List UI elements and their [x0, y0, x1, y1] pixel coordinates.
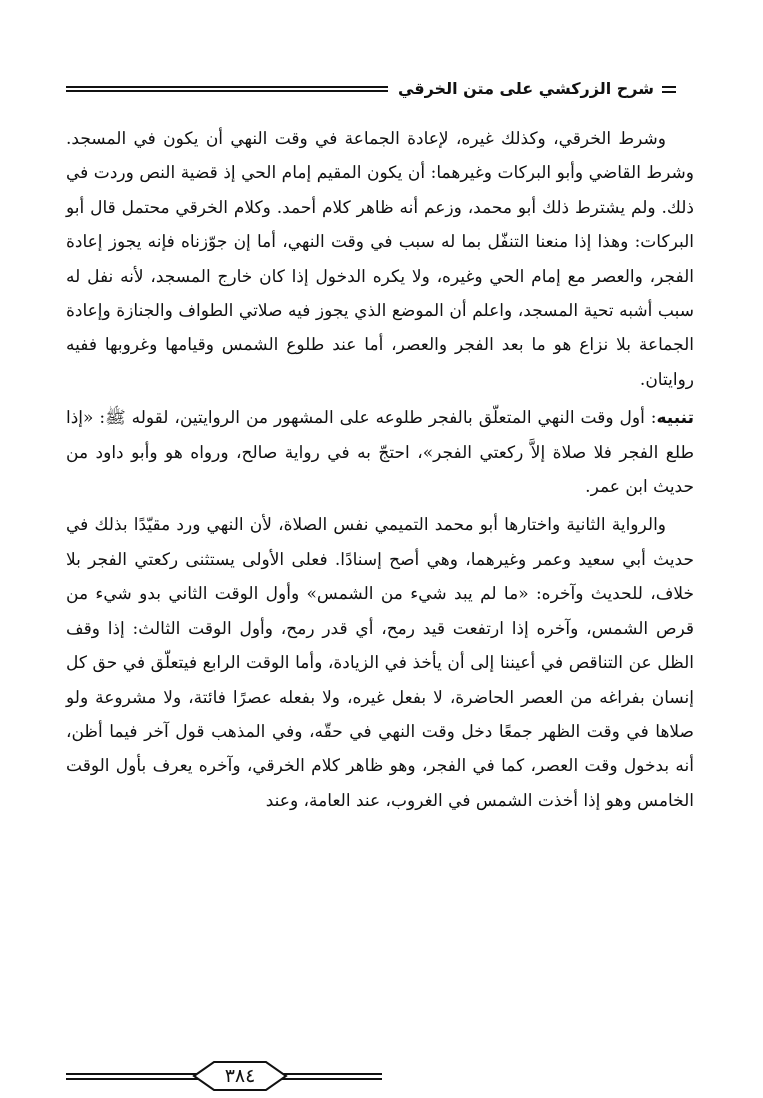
page-number: ٣٨٤ [224, 1065, 256, 1087]
note-text: : أول وقت النهي المتعلّق بالفجر طلوعه على المشهور من الروايتين، لقوله ﷺ: «إذا طلع الفجر فلا صلاة إلاَّ ركعتي الفجر»، احتجّ به في رواية صالح، ورواه هو وأبو داود من حديث ابن عمر. [66, 408, 694, 498]
page-body [66, 122, 694, 818]
book-title: شرح الزركشي على متن الخرقي [397, 79, 654, 98]
note-label: تنبيه [656, 408, 694, 429]
paragraph-1: وشرط الخرقي، وكذلك غيره، لإعادة الجماعة في وقت النهي أن يكون في المسجد. وشرط القاضي وأبو البركات وغيرهما: أن يكون المقيم إمام الحي إذ قضية النص وردت في ذلك. ولم يشترط ذلك أبو محمد، وزعم أنه ظاهر كلام أحمد. وكلام الخرقي محتمل قال أبو البركات: وهذا إذا منعنا التنفّل بما له سبب في وقت النهي، أما إن جوّزناه فإنه يجوز إعادة الفجر، والعصر مع إمام الحي وغيره، ولا يكره الدخول إذا كان خارج المسجد، لأنه نفل له سبب أشبه تحية المسجد، واعلم أن الموضع الذي يجوز فيه صلاتي الطواف والجنازة وإعادة الجماعة بلا نزاع هو ما بعد الفجر والعصر، أما عند طلوع الشمس وقيامها وغروبها ففيه روايتان. [66, 129, 694, 390]
page-footer [66, 1058, 382, 1098]
paragraph-3: والرواية الثانية واختارها أبو محمد التميمي نفس الصلاة، لأن النهي ورد مقيّدًا بذلك في حديث أبي سعيد وعمر وغيرهما، وهي أصح إسنادًا. فعلى الأولى يستثنى ركعتي الفجر بلا خلاف، للحديث وآخره: «ما لم يبد شيء من الشمس» وأول الوقت الثاني بدو شيء من قرص الشمس، وآخره إذا ارتفعت قيد رمح، أي قدر رمح، وأول الوقت الثالث: إذا وقف الظل عن التناقص في أعيننا إلى أن يأخذ في الزيادة، وأما الوقت الرابع فيتعلّق في حق كل إنسان بفراغه من العصر الحاضرة، لا بفعل غيره، ولا بفعله عصرًا فائتة، ولا مشروعة ولو صلاها في وقت الظهر جمعًا دخل وقت النهي في حقّه، وفي المذهب قول آخر فيما أظن، أنه بدخول وقت العصر، كما في الفجر، وهو ظاهر كلام الخرقي، وآخره يعرف بأول الوقت الخامس وهو إذا أخذت الشمس في الغروب، عند العامة، وعند [66, 515, 694, 811]
running-header [66, 78, 676, 104]
header-marker-icon [662, 84, 676, 94]
header-rule [66, 86, 388, 93]
paragraph-2 [66, 401, 694, 504]
